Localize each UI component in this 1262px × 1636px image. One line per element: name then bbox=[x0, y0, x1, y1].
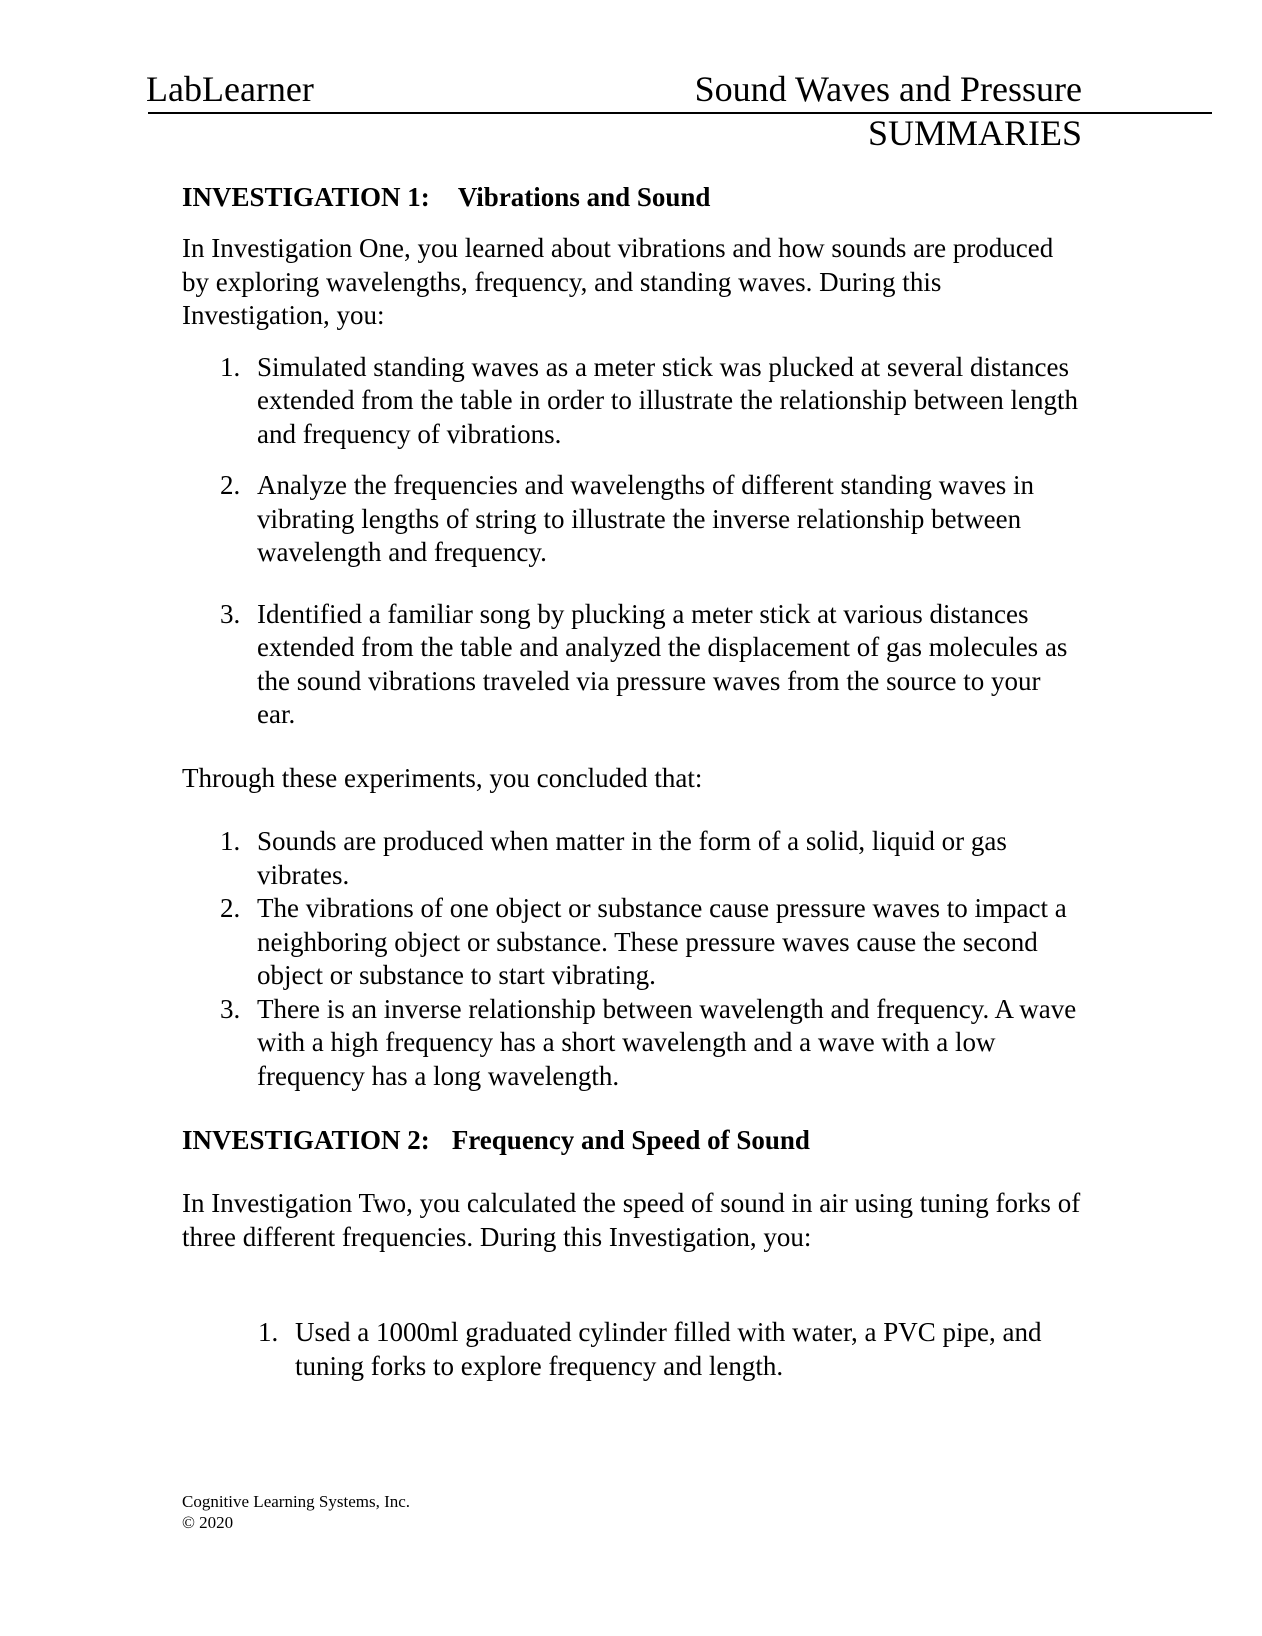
investigation-1-title: Vibrations and Sound bbox=[457, 182, 711, 212]
footer-copyright: © 2020 bbox=[182, 1513, 234, 1532]
list-number: 1. bbox=[258, 1317, 279, 1347]
list-text: Used a 1000ml graduated cylinder filled with water, a PVC pipe, and tuning forks to explore frequency and length. bbox=[295, 1317, 1042, 1381]
list-item bbox=[182, 892, 1082, 993]
investigation-2-section bbox=[182, 1123, 1082, 1383]
list-item bbox=[182, 993, 1082, 1094]
investigation-2-intro: In Investigation Two, you calculated the speed of sound in air using tuning forks of three different frequencies. During this Investigation, you: bbox=[182, 1188, 1081, 1252]
document-body bbox=[182, 180, 1082, 1383]
list-text: There is an inverse relationship between wavelength and frequency. A wave with a high frequency has a short wavelength and a wave with a low frequency has a long wavelength. bbox=[257, 993, 1077, 1091]
list-number: 1. bbox=[220, 351, 241, 382]
conclusion-intro: Through these experiments, you concluded that: bbox=[182, 762, 703, 793]
list-item bbox=[182, 351, 1082, 452]
list-text: The vibrations of one object or substance cause pressure waves to impact a neighboring object or substance. These pressure waves cause the second object or substance to start vibrating. bbox=[257, 893, 1067, 990]
list-item bbox=[182, 1316, 1082, 1383]
document-title: Sound Waves and Pressure bbox=[694, 69, 1082, 109]
list-number: 2. bbox=[220, 470, 241, 500]
investigation-1-activities bbox=[182, 351, 1082, 732]
investigation-2-title: Frequency and Speed of Sound bbox=[451, 1125, 810, 1155]
list-text: Analyze the frequencies and wavelengths of different standing waves in vibrating lengths of string to illustrate the inverse relationship between wavelength and frequency. bbox=[257, 470, 1034, 567]
list-number: 1. bbox=[220, 826, 241, 856]
investigation-2-heading bbox=[182, 1123, 1082, 1157]
page-footer bbox=[182, 1491, 410, 1533]
document-subtitle: SUMMARIES bbox=[867, 113, 1082, 153]
list-number: 3. bbox=[220, 598, 241, 629]
investigation-1-section bbox=[182, 180, 1082, 1093]
investigation-2-label: INVESTIGATION 2: bbox=[182, 1125, 430, 1155]
list-number: 2. bbox=[220, 893, 241, 923]
list-text: Simulated standing waves as a meter stick was plucked at several distances extended from the table in order to illustrate the relationship between length and frequency of vibrations. bbox=[257, 351, 1078, 449]
list-item bbox=[182, 825, 1082, 892]
investigation-1-label: INVESTIGATION 1: bbox=[182, 182, 430, 212]
investigation-2-activities bbox=[182, 1316, 1082, 1383]
list-number: 3. bbox=[220, 993, 241, 1024]
investigation-1-heading bbox=[182, 180, 1082, 214]
list-text: Sounds are produced when matter in the form of a solid, liquid or gas vibrates. bbox=[257, 826, 1007, 890]
footer-company: Cognitive Learning Systems, Inc. bbox=[182, 1492, 411, 1511]
brand-name: LabLearner bbox=[146, 69, 314, 109]
investigation-1-conclusions bbox=[182, 825, 1082, 1093]
investigation-1-intro: In Investigation One, you learned about vibrations and how sounds are produced by exploring wavelengths, frequency, and standing waves. During this Investigation, you: bbox=[182, 233, 1054, 330]
list-text: Identified a familiar song by plucking a meter stick at various distances extended from the table and analyzed the displacement of gas molecules as the sound vibrations traveled via pressure waves from the source to your ear. bbox=[257, 598, 1068, 729]
list-item bbox=[182, 469, 1082, 570]
list-item bbox=[182, 598, 1082, 732]
